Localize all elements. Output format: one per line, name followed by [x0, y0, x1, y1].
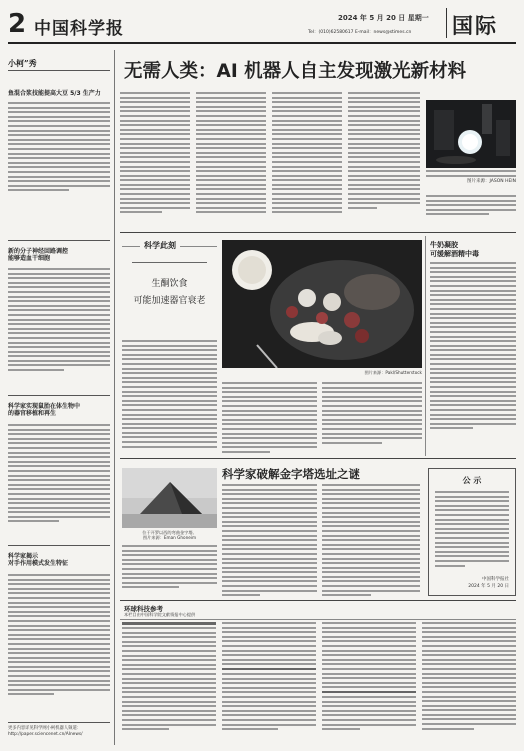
left-footer: 更多内容详见科学网小柯机器人频道： http://paper.sciencenet.cn/AInews/	[8, 726, 83, 737]
bottom-section-label: 环球科技参考	[124, 605, 163, 613]
brief-body	[8, 268, 110, 374]
feature-label-box	[122, 240, 217, 252]
right-column-rule	[425, 236, 426, 456]
pyramid-headline: 科学家破解金字塔选址之谜	[222, 467, 360, 481]
left-column	[8, 50, 110, 745]
pyramid-photo	[122, 468, 217, 528]
bottom-sub-label: 本栏目由中国科学院文献情报中心提供	[124, 612, 196, 617]
brief-title: 新的分子神经回路调控 能够造血干细胞	[8, 248, 69, 262]
main-article-tail	[426, 195, 516, 218]
brief-title: 科学家实现鼠胎在体生物中 的器官移植和再生	[8, 403, 81, 417]
masthead-divider	[446, 8, 447, 38]
notice-signature-org: 中国科学报社	[482, 577, 509, 582]
main-article-body	[120, 92, 420, 228]
column-title: 小柯”秀	[8, 58, 37, 68]
pyramid-body-col3	[322, 484, 420, 599]
feature-title-box	[122, 262, 217, 310]
main-headline: 无需人类：AI 机器人自主发现激光新材料	[124, 61, 467, 82]
main-article-photo	[426, 100, 516, 168]
main-photo-credit: 图片来源：JASON HEIN	[467, 179, 516, 185]
main-photo-caption	[426, 170, 516, 185]
brief-divider	[8, 240, 110, 241]
right-column-body	[430, 262, 516, 432]
masthead	[8, 8, 516, 42]
lab-robot-illustration	[426, 100, 516, 168]
masthead-rule	[8, 42, 516, 44]
bottom-section-rule	[120, 600, 516, 601]
right-title-line1: 牛奶凝胶	[430, 241, 458, 249]
pyramid-illustration	[122, 468, 217, 528]
brief-body	[8, 574, 110, 698]
feature-section-label: 科学此刻	[140, 240, 180, 251]
notice-body	[435, 491, 509, 569]
pyramid-section-rule	[120, 458, 516, 459]
feature-title-line1: 生酮饮食	[151, 279, 188, 289]
keto-food-illustration	[222, 240, 422, 368]
left-column-rule	[114, 50, 115, 745]
notice-title: 公 示	[462, 476, 482, 485]
pyramid-body-col2	[222, 484, 317, 599]
main-section-rule	[120, 232, 516, 233]
brief-title: 科学家揭示 对手作用模式发生特征	[8, 553, 69, 567]
section-label: 国际	[452, 14, 498, 38]
brief-body	[8, 424, 110, 525]
paper-name: 中国科学报	[34, 19, 124, 39]
feature-title-line2: 可能加速器官衰老	[133, 296, 206, 306]
pyramid-body-col1	[122, 545, 217, 591]
right-title-line2: 可缓解酒精中毒	[430, 250, 479, 258]
brief-divider	[8, 722, 110, 723]
brief-title: 鱼混合浆技能提高大豆 5/3 生产力	[8, 90, 101, 97]
pyramid-caption: 位于开罗以西的弯曲金字塔。 图片来源：Eman Ghoneim	[142, 530, 197, 541]
bottom-articles	[120, 622, 516, 746]
feature-title-top-rule	[132, 262, 207, 263]
column-title-rule	[8, 70, 110, 71]
date-line: 2024 年 5 月 20 日 星期一	[338, 14, 429, 22]
brief-body	[8, 102, 110, 194]
page-number: 2	[8, 9, 27, 39]
brief-divider	[8, 395, 110, 396]
feature-body	[122, 376, 422, 456]
feature-photo-credit: 图片来源：Pakl/Shutterstock	[364, 370, 422, 375]
contact-line: Tel：(010)62580617 E-mail：news@stimes.cn	[308, 30, 412, 35]
notice-signature-date: 2024 年 5 月 20 日	[468, 584, 509, 589]
feature-photo	[222, 240, 422, 368]
bottom-sub-rule	[120, 619, 516, 620]
notice-box	[428, 468, 516, 596]
brief-divider	[8, 545, 110, 546]
